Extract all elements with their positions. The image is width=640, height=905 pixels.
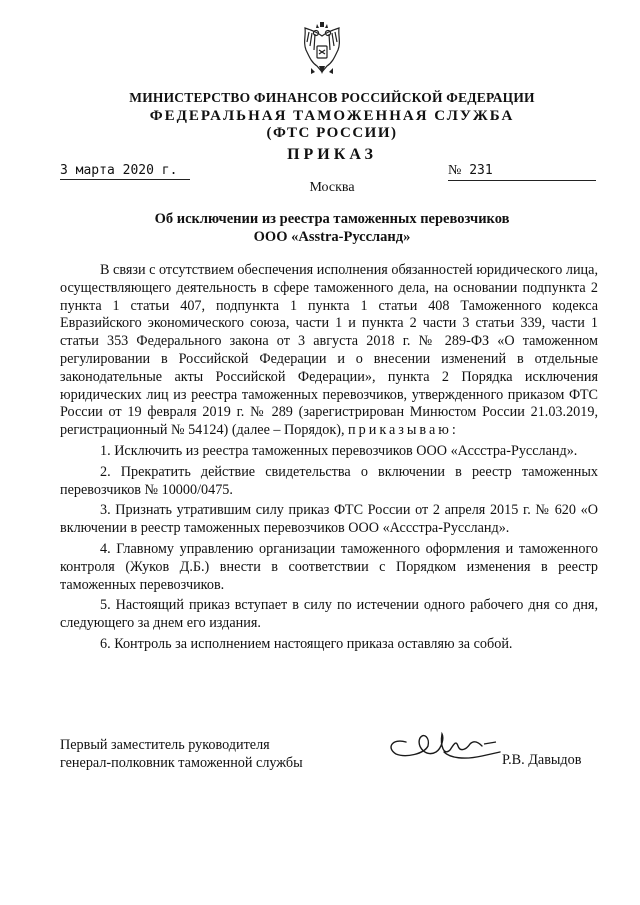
order-number-line [448,163,596,181]
position-line-2: генерал-полковник таможенной службы [60,755,303,771]
order-date: 3 марта 2020 г. [60,163,190,180]
number-sign: № [448,163,462,178]
service-abbreviation: (ФТС РОССИИ) [266,125,398,141]
decree-word: приказываю: [348,422,459,439]
position-line-1: Первый заместитель руководителя [60,737,270,753]
signatory-position [60,736,360,772]
order-item-5: 5. Настоящий приказ вступает в силу по истечении одного рабочего дня со дня, следующего за днем его издания. [60,597,598,632]
coat-of-arms-icon [297,22,347,80]
order-item-2: 2. Прекратить действие свидетельства о включении в реестр таможенных перевозчиков № 10000/0475. [60,463,598,498]
order-item-6: 6. Контроль за исполнением настоящего приказа оставляю за собой. [100,635,513,652]
title-line-1: Об исключении из реестра таможенных перевозчиков [154,211,510,227]
signatory-name: Р.В. Давыдов [502,752,582,768]
preamble-paragraph [60,262,598,440]
order-title [100,210,564,246]
order-item-4: 4. Главному управлению организации таможенного оформления и таможенного контроля (Жуков Д.Б.) внести в соответствии с Порядком изменения в реестр таможенных перевозчиков. [60,540,598,593]
order-body [60,262,598,654]
preamble-text: В связи с отсутствием обеспечения исполнения обязанностей юридического лица, осуществляющего деятельность в сфере таможенного дела, на основании подпункта 2 пункта 1 статьи 407, подпункта 1 пункта 1 статьи 408 Таможенного кодекса Евразийского экономического союза, части 1 и пункта 2 части 3 статьи 339, части 1 статьи 353 Федерального закона от 3 августа 2018 г. № 289-ФЗ «О таможенном регулировании в Российской Федерации и о внесении изменений в отдельные законодательные акты Российской Федерации», пункта 2 Порядка исключения юридических лиц из реестра таможенных перевозчиков, утвержденного приказом ФТС России от 19 февраля 2019 г. № 289 (зарегистрирован Минюстом России 21.03.2019, регистрационный № 54124) (далее – Порядок), [60,262,598,439]
title-line-2: ООО «Asstra-Руссланд» [253,229,411,245]
order-item-3: 3. Признать утратившим силу приказ ФТС России от 2 апреля 2015 г. № 620 «О включении в реестр таможенных перевозчиков ООО «Ассстра-Руссланд». [60,502,598,537]
handwritten-signature [384,724,514,770]
service-name: ФЕДЕРАЛЬНАЯ ТАМОЖЕННАЯ СЛУЖБА [149,108,515,124]
document-type: ПРИКАЗ [287,146,377,163]
ministry-name: МИНИСТЕРСТВО ФИНАНСОВ РОССИЙСКОЙ ФЕДЕРАЦИИ [129,90,535,105]
order-number: 231 [469,163,493,178]
order-item-1: 1. Исключить из реестра таможенных перевозчиков ООО «Ассстра-Руссланд». [100,442,578,459]
city: Москва [309,180,355,195]
